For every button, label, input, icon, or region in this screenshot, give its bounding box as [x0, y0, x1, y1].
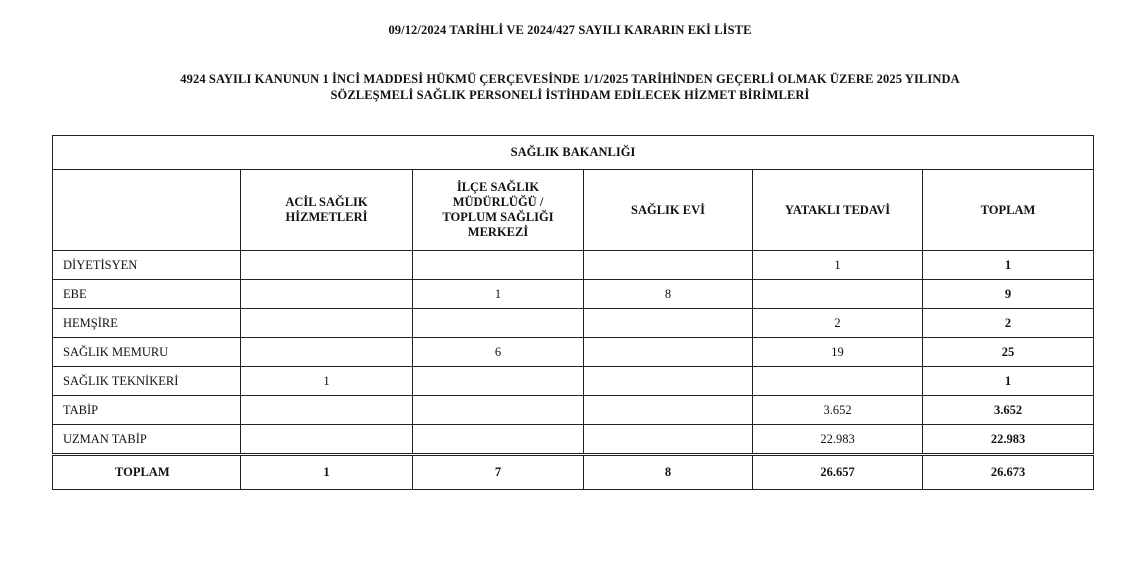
cell-saglik-evi [584, 425, 753, 455]
totals-row [53, 455, 1094, 490]
cell-toplam: 2 [923, 309, 1094, 338]
header-ilce-l4: MERKEZİ [467, 225, 529, 239]
cell-ilce [413, 396, 584, 425]
cell-acil [241, 251, 413, 280]
table-row [53, 338, 1094, 367]
subtitle-line-1: 4924 SAYILI KANUNUN 1 İNCİ MADDESİ HÜKMÜ ÇERÇEVESİNDE 1/1/2025 TARİHİNDEN GEÇERLİ OLMAK ÜZERE 2025 YILINDA [180, 72, 960, 86]
cell-saglik-evi [584, 338, 753, 367]
header-toplam: TOPLAM [923, 170, 1094, 251]
header-ilce-saglik [413, 170, 584, 251]
cell-saglik-evi [584, 396, 753, 425]
cell-saglik-evi [584, 251, 753, 280]
cell-yatakli: 19 [753, 338, 923, 367]
header-saglik-evi: SAĞLIK EVİ [584, 170, 753, 251]
ministry-header: SAĞLIK BAKANLIĞI [53, 136, 1094, 170]
total-toplam: 26.673 [923, 455, 1094, 490]
totals-label: TOPLAM [53, 455, 241, 490]
cell-toplam: 1 [923, 367, 1094, 396]
total-ilce: 7 [413, 455, 584, 490]
row-name: UZMAN TABİP [53, 425, 241, 455]
cell-yatakli [753, 280, 923, 309]
cell-ilce: 6 [413, 338, 584, 367]
table-row [53, 367, 1094, 396]
cell-yatakli [753, 367, 923, 396]
cell-yatakli: 22.983 [753, 425, 923, 455]
header-ilce-l1: İLÇE SAĞLIK [456, 180, 540, 194]
header-yatakli-tedavi: YATAKLI TEDAVİ [753, 170, 923, 251]
row-name: TABİP [53, 396, 241, 425]
cell-toplam: 25 [923, 338, 1094, 367]
header-ilce-l3: TOPLUM SAĞLIĞI [442, 210, 554, 224]
document-title: 09/12/2024 TARİHLİ VE 2024/427 SAYILI KARARIN EKİ LİSTE [388, 23, 752, 37]
cell-yatakli: 2 [753, 309, 923, 338]
cell-saglik-evi [584, 309, 753, 338]
table-row [53, 280, 1094, 309]
table-row [53, 309, 1094, 338]
table-row [53, 396, 1094, 425]
cell-acil: 1 [241, 367, 413, 396]
cell-acil [241, 425, 413, 455]
total-saglik-evi: 8 [584, 455, 753, 490]
cell-ilce: 1 [413, 280, 584, 309]
cell-toplam: 3.652 [923, 396, 1094, 425]
header-ilce-l2: MÜDÜRLÜĞÜ / [452, 195, 544, 209]
row-name: DİYETİSYEN [53, 251, 241, 280]
cell-acil [241, 280, 413, 309]
cell-ilce [413, 367, 584, 396]
cell-yatakli: 3.652 [753, 396, 923, 425]
total-yatakli: 26.657 [753, 455, 923, 490]
table-row [53, 251, 1094, 280]
cell-toplam: 9 [923, 280, 1094, 309]
header-acil-l2: HİZMETLERİ [285, 210, 368, 224]
total-acil: 1 [241, 455, 413, 490]
staffing-table [52, 135, 1094, 490]
document-subtitle [0, 71, 1140, 103]
cell-ilce [413, 425, 584, 455]
header-acil-saglik [241, 170, 413, 251]
cell-toplam: 1 [923, 251, 1094, 280]
cell-acil [241, 338, 413, 367]
table-row [53, 425, 1094, 455]
cell-ilce [413, 251, 584, 280]
cell-toplam: 22.983 [923, 425, 1094, 455]
header-blank [53, 170, 241, 251]
row-name: EBE [53, 280, 241, 309]
cell-yatakli: 1 [753, 251, 923, 280]
row-name: HEMŞİRE [53, 309, 241, 338]
header-acil-l1: ACİL SAĞLIK [285, 195, 368, 209]
cell-saglik-evi: 8 [584, 280, 753, 309]
row-name: SAĞLIK TEKNİKERİ [53, 367, 241, 396]
cell-acil [241, 396, 413, 425]
cell-acil [241, 309, 413, 338]
subtitle-line-2: SÖZLEŞMELİ SAĞLIK PERSONELİ İSTİHDAM EDİLECEK HİZMET BİRİMLERİ [330, 88, 810, 102]
row-name: SAĞLIK MEMURU [53, 338, 241, 367]
cell-saglik-evi [584, 367, 753, 396]
cell-ilce [413, 309, 584, 338]
